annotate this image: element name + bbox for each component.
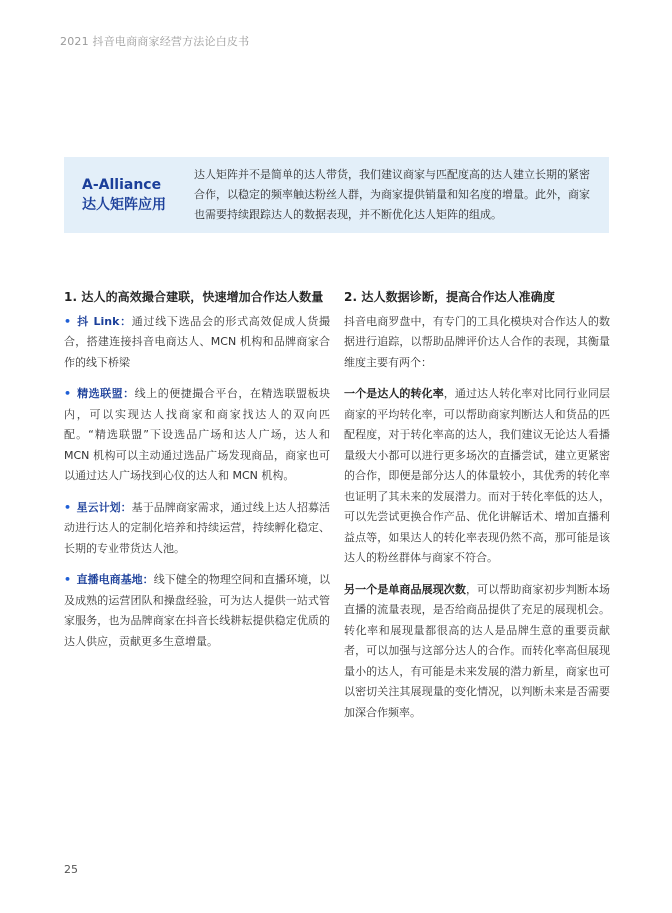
bullet-item (64, 384, 330, 487)
exposure-paragraph (344, 580, 610, 724)
bullet-item (64, 312, 330, 374)
left-column (64, 287, 330, 663)
bullet-heading: 星云计划： (76, 500, 132, 514)
intro-paragraph: 抖音电商罗盘中，有专门的工具化模块对合作达人的数据进行追踪，以帮助品牌评价达人合作的表现，其衡量维度主要有两个： (344, 314, 610, 369)
bullet-text: 线上的便捷撮合平台，在精选联盟板块内，可以实现达人找商家和商家找达人的双向匹配。“精选联盟”下设选品广场和达人广场，达人和 MCN 机构可以主动通过选品广场发现商品，商家也可以通过达人广场找到心仪的达人和 MCN 机构。 (64, 387, 331, 482)
bullet-dot-icon: • (64, 314, 72, 328)
bullet-text: 基于品牌商家需求，通过线上达人招募活动进行达人的定制化培养和持续运营，持续孵化稳定、长期的专业带货达人池。 (64, 500, 331, 555)
paragraph-heading: 另一个是单商品展现次数 (344, 582, 466, 596)
callout-title (64, 175, 194, 215)
bullet-heading: 精选联盟： (77, 387, 135, 400)
callout-title-line1: A-Alliance (82, 177, 162, 193)
conversion-paragraph (344, 384, 610, 569)
bullet-dot-icon: • (64, 573, 72, 586)
bullet-item (64, 570, 330, 652)
section-title-2: 2. 达人数据诊断，提高合作达人准确度 (344, 290, 555, 304)
callout-title-line2: 达人矩阵应用 (82, 197, 166, 213)
bullet-heading: 直播电商基地： (76, 573, 154, 586)
paragraph-heading: 一个是达人的转化率 (344, 387, 444, 400)
paragraph-text: ，通过达人转化率对比同行业同层商家的平均转化率，可以帮助商家判断达人和货品的匹配程度，对于转化率高的达人，我们建议无论达人看播量级大小都可以进行更多场次的直播尝试，建立更紧密的合作，即便是部分达人的体量较小，其优秀的转化率也证明了其未来的发展潜力。而对于转化率低的达人，可以先尝试更换合作产品、优化讲解话术、增加直播利益点等，如果达人的转化率表现仍然不高，那可能是该达人的粉丝群体与商家不符合。 (344, 387, 611, 564)
callout-text: 达人矩阵并不是简单的达人带货，我们建议商家与匹配度高的达人建立长期的紧密合作，以稳定的频率触达粉丝人群，为商家提供销量和知名度的增量。此外，商家也需要持续跟踪达人的数据表现，并不断优化达人矩阵的组成。 (194, 168, 590, 221)
callout-box (64, 157, 609, 233)
page-number: 25 (64, 863, 78, 876)
right-column (344, 287, 610, 734)
bullet-item (64, 498, 330, 560)
bullet-dot-icon: • (64, 500, 72, 514)
bullet-text: 线下健全的物理空间和直播环境，以及成熟的运营团队和操盘经验，可为达人提供一站式管家服务，也为品牌商家在抖音长线耕耘提供稳定优质的达人供应，贡献更多生意增量。 (64, 573, 331, 648)
bullet-dot-icon: • (64, 387, 72, 400)
bullet-text: 通过线下选品会的形式高效促成人货撮合，搭建连接抖音电商达人、MCN 机构和品牌商家合作的线下桥梁 (64, 314, 330, 369)
section-title-1: 1. 达人的高效撮合建联，快速增加合作达人数量 (64, 290, 324, 304)
paragraph-text: ，可以帮助商家初步判断本场直播的流量表现，是否给商品提供了充足的展现机会。转化率和展现量都很高的达人是品牌生意的重要贡献者，可以加强与这部分达人的合作。而转化率高但展现量小的达人，有可能是未来发展的潜力新星，商家也可以密切关注其展现量的变化情况，以判断未来是否需要加深合作频率。 (344, 582, 611, 719)
bullet-heading: 抖 Link： (77, 314, 132, 328)
document-header: 2021 抖音电商商家经营方法论白皮书 (60, 35, 250, 48)
